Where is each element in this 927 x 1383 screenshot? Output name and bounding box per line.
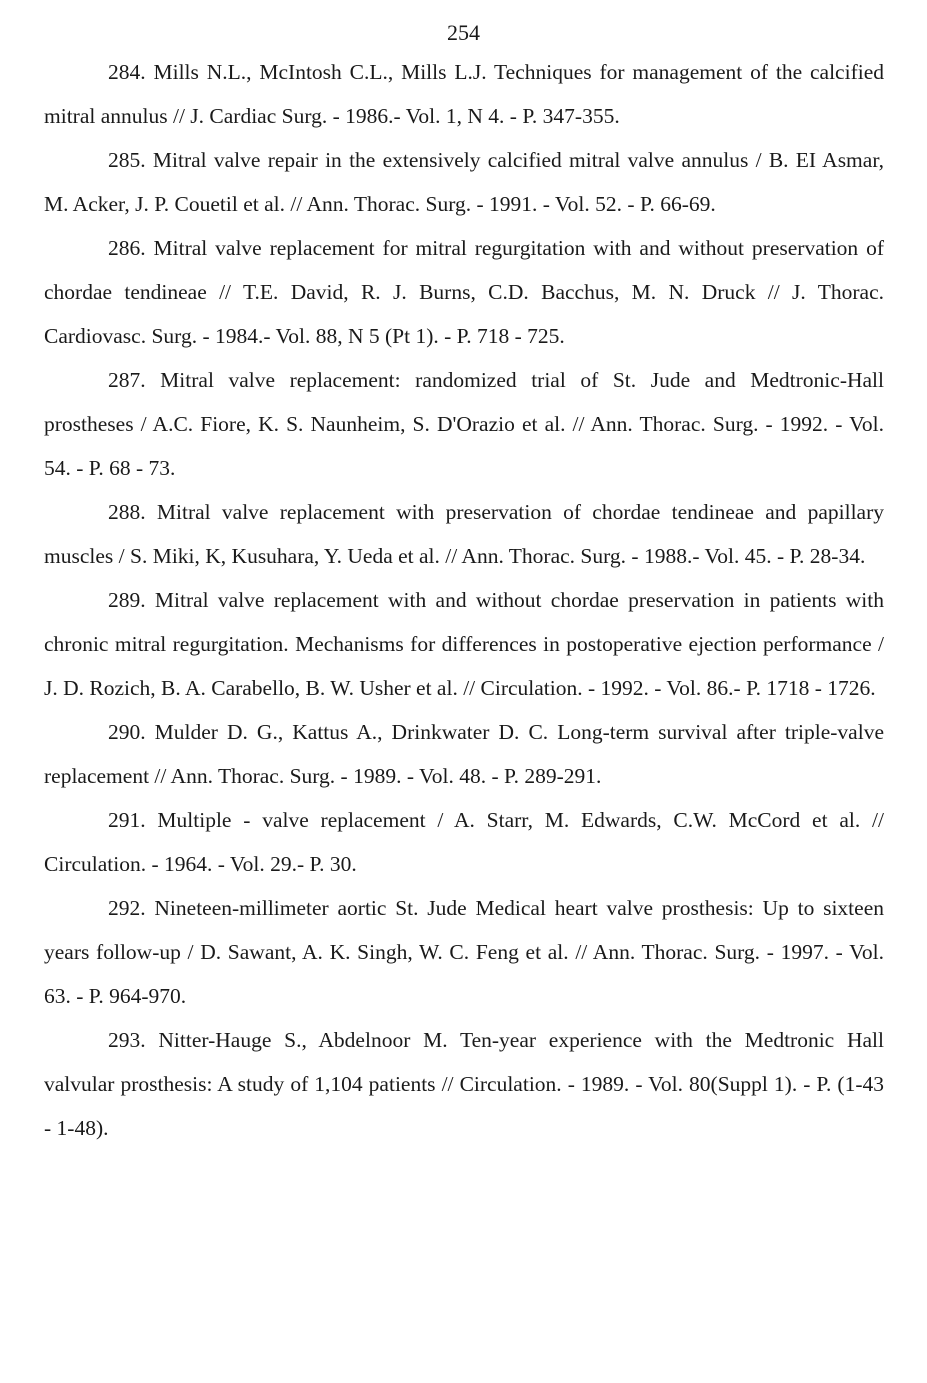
page-number: 254 — [447, 20, 480, 45]
reference-item-291: 291. Multiple - valve replacement / A. Starr, M. Edwards, C.W. McCord et al. // Circulation. - 1964. - Vol. 29.- P. 30. — [44, 808, 884, 876]
reference-item-292: 292. Nineteen-millimeter aortic St. Jude Medical heart valve prosthesis: Up to sixteen years follow-up / D. Sawant, A. K. Singh, W. C. Feng et al. // Ann. Thorac. Surg. - 1997. - Vol. 63. - P. 964-970. — [44, 896, 884, 1008]
reference-item-288: 288. Mitral valve replacement with preservation of chordae tendineae and papillary muscles / S. Miki, K, Kusuhara, Y. Ueda et al. // Ann. Thorac. Surg. - 1988.- Vol. 45. - P. 28-34. — [44, 500, 884, 568]
reference-item-293: 293. Nitter-Hauge S., Abdelnoor M. Ten-year experience with the Medtronic Hall valvular prosthesis: A study of 1,104 patients // Circulation. - 1989. - Vol. 80(Suppl 1). - P. (1-43 - 1-48). — [44, 1028, 884, 1140]
reference-item-285: 285. Mitral valve repair in the extensively calcified mitral valve annulus / B. EI Asmar, M. Acker, J. P. Couetil et al. // Ann. Thorac. Surg. - 1991. - Vol. 52. - P. 66-69. — [44, 148, 884, 216]
reference-item-286: 286. Mitral valve replacement for mitral regurgitation with and without preservation of chordae tendineae // T.E. David, R. J. Burns, C.D. Bacchus, M. N. Druck // J. Thorac. Cardiovasc. Surg. - 1984.- Vol. 88, N 5 (Pt 1). - P. 718 - 725. — [44, 236, 884, 348]
reference-item-289: 289. Mitral valve replacement with and without chordae preservation in patients with chronic mitral regurgitation. Mechanisms for differences in postoperative ejection performance / J. D. Rozich, B. A. Carabello, B. W. Usher et al. // Circulation. - 1992. - Vol. 86.- P. 1718 - 1726. — [44, 588, 884, 700]
reference-item-290: 290. Mulder D. G., Kattus A., Drinkwater D. C. Long-term survival after triple-valve replacement // Ann. Thorac. Surg. - 1989. - Vol. 48. - P. 289-291. — [44, 720, 884, 788]
reference-item-284: 284. Mills N.L., McIntosh C.L., Mills L.J. Techniques for management of the calcified mitral annulus // J. Cardiac Surg. - 1986.- Vol. 1, N 4. - P. 347-355. — [44, 60, 884, 128]
reference-item-287: 287. Mitral valve replacement: randomized trial of St. Jude and Medtronic-Hall prostheses / A.C. Fiore, K. S. Naunheim, S. D'Orazio et al. // Ann. Thorac. Surg. - 1992. - Vol. 54. - P. 68 - 73. — [44, 368, 884, 480]
reference-list — [44, 50, 884, 1150]
